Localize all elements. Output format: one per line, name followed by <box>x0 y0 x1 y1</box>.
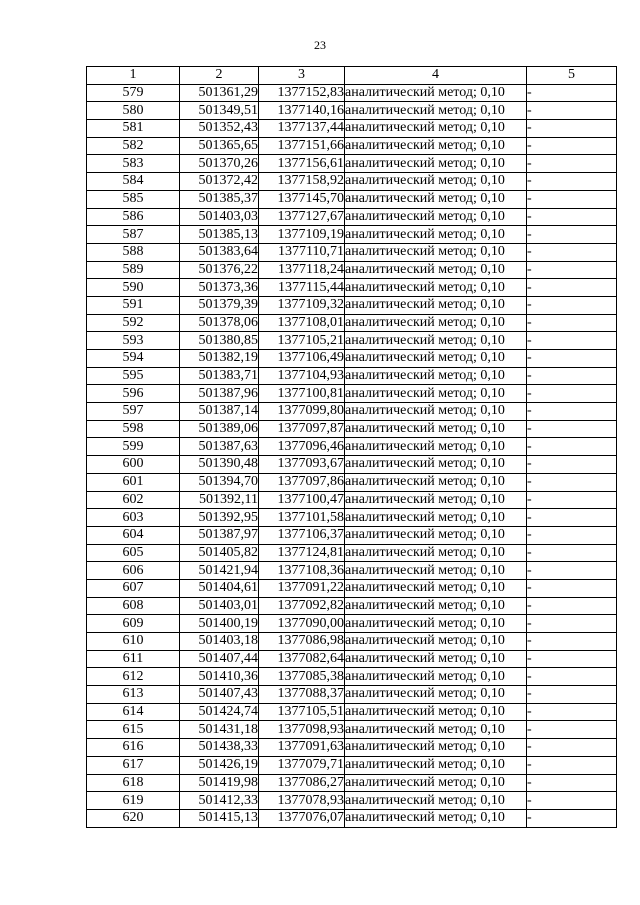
method-accuracy-cell: аналитический метод; 0,10 <box>345 703 527 721</box>
method-accuracy-cell: аналитический метод; 0,10 <box>345 190 527 208</box>
note-cell: - <box>527 296 617 314</box>
table-row <box>87 509 617 527</box>
y-coordinate-cell: 1377156,61 <box>259 155 345 173</box>
point-number-cell: 596 <box>87 385 180 403</box>
table-body <box>87 84 617 827</box>
y-coordinate-cell: 1377137,44 <box>259 120 345 138</box>
x-coordinate-cell: 501376,22 <box>180 261 259 279</box>
x-coordinate-cell: 501387,63 <box>180 438 259 456</box>
point-number-cell: 589 <box>87 261 180 279</box>
point-number-cell: 595 <box>87 367 180 385</box>
x-coordinate-cell: 501424,74 <box>180 703 259 721</box>
note-cell: - <box>527 84 617 102</box>
point-number-cell: 614 <box>87 703 180 721</box>
method-accuracy-cell: аналитический метод; 0,10 <box>345 84 527 102</box>
x-coordinate-cell: 501412,33 <box>180 792 259 810</box>
method-accuracy-cell: аналитический метод; 0,10 <box>345 226 527 244</box>
page-number: 23 <box>314 38 326 52</box>
y-coordinate-cell: 1377090,00 <box>259 615 345 633</box>
table-row <box>87 473 617 491</box>
point-number-cell: 599 <box>87 438 180 456</box>
y-coordinate-cell: 1377158,92 <box>259 173 345 191</box>
x-coordinate-cell: 501382,19 <box>180 350 259 368</box>
table-row <box>87 350 617 368</box>
y-coordinate-cell: 1377092,82 <box>259 597 345 615</box>
y-coordinate-cell: 1377108,01 <box>259 314 345 332</box>
x-coordinate-cell: 501403,18 <box>180 633 259 651</box>
y-coordinate-cell: 1377106,37 <box>259 526 345 544</box>
method-accuracy-cell: аналитический метод; 0,10 <box>345 473 527 491</box>
y-coordinate-cell: 1377118,24 <box>259 261 345 279</box>
note-cell: - <box>527 686 617 704</box>
x-coordinate-cell: 501349,51 <box>180 102 259 120</box>
method-accuracy-cell: аналитический метод; 0,10 <box>345 208 527 226</box>
point-number-cell: 607 <box>87 579 180 597</box>
y-coordinate-cell: 1377127,67 <box>259 208 345 226</box>
x-coordinate-cell: 501392,95 <box>180 509 259 527</box>
point-number-cell: 586 <box>87 208 180 226</box>
x-coordinate-cell: 501403,03 <box>180 208 259 226</box>
x-coordinate-cell: 501387,14 <box>180 403 259 421</box>
point-number-cell: 611 <box>87 650 180 668</box>
table-row <box>87 367 617 385</box>
x-coordinate-cell: 501352,43 <box>180 120 259 138</box>
x-coordinate-cell: 501410,36 <box>180 668 259 686</box>
y-coordinate-cell: 1377106,49 <box>259 350 345 368</box>
method-accuracy-cell: аналитический метод; 0,10 <box>345 314 527 332</box>
note-cell: - <box>527 208 617 226</box>
table-row <box>87 190 617 208</box>
x-coordinate-cell: 501370,26 <box>180 155 259 173</box>
note-cell: - <box>527 615 617 633</box>
method-accuracy-cell: аналитический метод; 0,10 <box>345 544 527 562</box>
y-coordinate-cell: 1377151,66 <box>259 137 345 155</box>
note-cell: - <box>527 102 617 120</box>
y-coordinate-cell: 1377105,51 <box>259 703 345 721</box>
table-row <box>87 491 617 509</box>
y-coordinate-cell: 1377145,70 <box>259 190 345 208</box>
x-coordinate-cell: 501421,94 <box>180 562 259 580</box>
point-number-cell: 584 <box>87 173 180 191</box>
method-accuracy-cell: аналитический метод; 0,10 <box>345 243 527 261</box>
table-row <box>87 243 617 261</box>
method-accuracy-cell: аналитический метод; 0,10 <box>345 403 527 421</box>
note-cell: - <box>527 120 617 138</box>
column-header: 5 <box>527 67 617 85</box>
note-cell: - <box>527 721 617 739</box>
note-cell: - <box>527 137 617 155</box>
note-cell: - <box>527 739 617 757</box>
table-row <box>87 279 617 297</box>
x-coordinate-cell: 501379,39 <box>180 296 259 314</box>
y-coordinate-cell: 1377100,47 <box>259 491 345 509</box>
method-accuracy-cell: аналитический метод; 0,10 <box>345 491 527 509</box>
method-accuracy-cell: аналитический метод; 0,10 <box>345 526 527 544</box>
point-number-cell: 609 <box>87 615 180 633</box>
x-coordinate-cell: 501387,96 <box>180 385 259 403</box>
x-coordinate-cell: 501385,37 <box>180 190 259 208</box>
method-accuracy-cell: аналитический метод; 0,10 <box>345 173 527 191</box>
y-coordinate-cell: 1377098,93 <box>259 721 345 739</box>
x-coordinate-cell: 501387,97 <box>180 526 259 544</box>
note-cell: - <box>527 703 617 721</box>
method-accuracy-cell: аналитический метод; 0,10 <box>345 438 527 456</box>
y-coordinate-cell: 1377086,27 <box>259 774 345 792</box>
x-coordinate-cell: 501380,85 <box>180 332 259 350</box>
table-row <box>87 526 617 544</box>
point-number-cell: 616 <box>87 739 180 757</box>
table-row <box>87 579 617 597</box>
method-accuracy-cell: аналитический метод; 0,10 <box>345 367 527 385</box>
x-coordinate-cell: 501404,61 <box>180 579 259 597</box>
y-coordinate-cell: 1377078,93 <box>259 792 345 810</box>
table-row <box>87 809 617 827</box>
table-row <box>87 650 617 668</box>
y-coordinate-cell: 1377076,07 <box>259 809 345 827</box>
x-coordinate-cell: 501400,19 <box>180 615 259 633</box>
table-header-row <box>87 67 617 85</box>
note-cell: - <box>527 650 617 668</box>
note-cell: - <box>527 243 617 261</box>
x-coordinate-cell: 501403,01 <box>180 597 259 615</box>
table-row <box>87 332 617 350</box>
x-coordinate-cell: 501405,82 <box>180 544 259 562</box>
x-coordinate-cell: 501419,98 <box>180 774 259 792</box>
table-row <box>87 633 617 651</box>
x-coordinate-cell: 501390,48 <box>180 456 259 474</box>
x-coordinate-cell: 501378,06 <box>180 314 259 332</box>
note-cell: - <box>527 544 617 562</box>
note-cell: - <box>527 173 617 191</box>
point-number-cell: 588 <box>87 243 180 261</box>
note-cell: - <box>527 332 617 350</box>
y-coordinate-cell: 1377079,71 <box>259 756 345 774</box>
y-coordinate-cell: 1377108,36 <box>259 562 345 580</box>
point-number-cell: 600 <box>87 456 180 474</box>
y-coordinate-cell: 1377152,83 <box>259 84 345 102</box>
y-coordinate-cell: 1377104,93 <box>259 367 345 385</box>
point-number-cell: 593 <box>87 332 180 350</box>
note-cell: - <box>527 526 617 544</box>
point-number-cell: 608 <box>87 597 180 615</box>
note-cell: - <box>527 261 617 279</box>
table-row <box>87 703 617 721</box>
note-cell: - <box>527 314 617 332</box>
table-row <box>87 420 617 438</box>
y-coordinate-cell: 1377097,87 <box>259 420 345 438</box>
point-number-cell: 590 <box>87 279 180 297</box>
table-row <box>87 208 617 226</box>
y-coordinate-cell: 1377109,19 <box>259 226 345 244</box>
method-accuracy-cell: аналитический метод; 0,10 <box>345 615 527 633</box>
table-row <box>87 438 617 456</box>
note-cell: - <box>527 226 617 244</box>
method-accuracy-cell: аналитический метод; 0,10 <box>345 774 527 792</box>
table-row <box>87 792 617 810</box>
coordinates-table <box>86 66 617 828</box>
y-coordinate-cell: 1377096,46 <box>259 438 345 456</box>
x-coordinate-cell: 501407,44 <box>180 650 259 668</box>
table-row <box>87 774 617 792</box>
column-header: 3 <box>259 67 345 85</box>
method-accuracy-cell: аналитический метод; 0,10 <box>345 509 527 527</box>
point-number-cell: 620 <box>87 809 180 827</box>
point-number-cell: 605 <box>87 544 180 562</box>
method-accuracy-cell: аналитический метод; 0,10 <box>345 350 527 368</box>
point-number-cell: 579 <box>87 84 180 102</box>
table-row <box>87 296 617 314</box>
x-coordinate-cell: 501389,06 <box>180 420 259 438</box>
method-accuracy-cell: аналитический метод; 0,10 <box>345 809 527 827</box>
method-accuracy-cell: аналитический метод; 0,10 <box>345 562 527 580</box>
method-accuracy-cell: аналитический метод; 0,10 <box>345 120 527 138</box>
method-accuracy-cell: аналитический метод; 0,10 <box>345 650 527 668</box>
y-coordinate-cell: 1377115,44 <box>259 279 345 297</box>
x-coordinate-cell: 501383,71 <box>180 367 259 385</box>
y-coordinate-cell: 1377099,80 <box>259 403 345 421</box>
y-coordinate-cell: 1377088,37 <box>259 686 345 704</box>
point-number-cell: 580 <box>87 102 180 120</box>
y-coordinate-cell: 1377091,63 <box>259 739 345 757</box>
table-row <box>87 456 617 474</box>
method-accuracy-cell: аналитический метод; 0,10 <box>345 579 527 597</box>
table-row <box>87 597 617 615</box>
y-coordinate-cell: 1377100,81 <box>259 385 345 403</box>
point-number-cell: 613 <box>87 686 180 704</box>
method-accuracy-cell: аналитический метод; 0,10 <box>345 686 527 704</box>
method-accuracy-cell: аналитический метод; 0,10 <box>345 279 527 297</box>
point-number-cell: 597 <box>87 403 180 421</box>
point-number-cell: 610 <box>87 633 180 651</box>
column-header: 4 <box>345 67 527 85</box>
point-number-cell: 585 <box>87 190 180 208</box>
note-cell: - <box>527 438 617 456</box>
table-row <box>87 102 617 120</box>
y-coordinate-cell: 1377110,71 <box>259 243 345 261</box>
note-cell: - <box>527 279 617 297</box>
point-number-cell: 587 <box>87 226 180 244</box>
table-row <box>87 668 617 686</box>
method-accuracy-cell: аналитический метод; 0,10 <box>345 332 527 350</box>
x-coordinate-cell: 501383,64 <box>180 243 259 261</box>
note-cell: - <box>527 456 617 474</box>
point-number-cell: 601 <box>87 473 180 491</box>
point-number-cell: 591 <box>87 296 180 314</box>
point-number-cell: 598 <box>87 420 180 438</box>
method-accuracy-cell: аналитический метод; 0,10 <box>345 456 527 474</box>
method-accuracy-cell: аналитический метод; 0,10 <box>345 597 527 615</box>
column-header: 1 <box>87 67 180 85</box>
table-row <box>87 120 617 138</box>
x-coordinate-cell: 501385,13 <box>180 226 259 244</box>
table-row <box>87 544 617 562</box>
x-coordinate-cell: 501365,65 <box>180 137 259 155</box>
table-row <box>87 385 617 403</box>
table-row <box>87 756 617 774</box>
method-accuracy-cell: аналитический метод; 0,10 <box>345 633 527 651</box>
point-number-cell: 592 <box>87 314 180 332</box>
y-coordinate-cell: 1377140,16 <box>259 102 345 120</box>
method-accuracy-cell: аналитический метод; 0,10 <box>345 756 527 774</box>
note-cell: - <box>527 367 617 385</box>
y-coordinate-cell: 1377093,67 <box>259 456 345 474</box>
table-row <box>87 721 617 739</box>
point-number-cell: 606 <box>87 562 180 580</box>
point-number-cell: 619 <box>87 792 180 810</box>
method-accuracy-cell: аналитический метод; 0,10 <box>345 385 527 403</box>
x-coordinate-cell: 501361,29 <box>180 84 259 102</box>
method-accuracy-cell: аналитический метод; 0,10 <box>345 792 527 810</box>
point-number-cell: 602 <box>87 491 180 509</box>
table-row <box>87 615 617 633</box>
note-cell: - <box>527 509 617 527</box>
table-row <box>87 173 617 191</box>
note-cell: - <box>527 155 617 173</box>
y-coordinate-cell: 1377109,32 <box>259 296 345 314</box>
method-accuracy-cell: аналитический метод; 0,10 <box>345 137 527 155</box>
point-number-cell: 581 <box>87 120 180 138</box>
note-cell: - <box>527 756 617 774</box>
table-row <box>87 403 617 421</box>
note-cell: - <box>527 562 617 580</box>
point-number-cell: 615 <box>87 721 180 739</box>
point-number-cell: 617 <box>87 756 180 774</box>
x-coordinate-cell: 501407,43 <box>180 686 259 704</box>
method-accuracy-cell: аналитический метод; 0,10 <box>345 420 527 438</box>
y-coordinate-cell: 1377124,81 <box>259 544 345 562</box>
table-row <box>87 562 617 580</box>
table-row <box>87 261 617 279</box>
y-coordinate-cell: 1377101,58 <box>259 509 345 527</box>
note-cell: - <box>527 350 617 368</box>
x-coordinate-cell: 501392,11 <box>180 491 259 509</box>
table-row <box>87 84 617 102</box>
point-number-cell: 618 <box>87 774 180 792</box>
method-accuracy-cell: аналитический метод; 0,10 <box>345 721 527 739</box>
note-cell: - <box>527 473 617 491</box>
y-coordinate-cell: 1377091,22 <box>259 579 345 597</box>
method-accuracy-cell: аналитический метод; 0,10 <box>345 296 527 314</box>
x-coordinate-cell: 501372,42 <box>180 173 259 191</box>
column-header: 2 <box>180 67 259 85</box>
note-cell: - <box>527 597 617 615</box>
method-accuracy-cell: аналитический метод; 0,10 <box>345 155 527 173</box>
table-row <box>87 314 617 332</box>
y-coordinate-cell: 1377082,64 <box>259 650 345 668</box>
note-cell: - <box>527 491 617 509</box>
x-coordinate-cell: 501394,70 <box>180 473 259 491</box>
note-cell: - <box>527 774 617 792</box>
method-accuracy-cell: аналитический метод; 0,10 <box>345 102 527 120</box>
point-number-cell: 583 <box>87 155 180 173</box>
x-coordinate-cell: 501426,19 <box>180 756 259 774</box>
method-accuracy-cell: аналитический метод; 0,10 <box>345 668 527 686</box>
table-row <box>87 155 617 173</box>
note-cell: - <box>527 809 617 827</box>
x-coordinate-cell: 501431,18 <box>180 721 259 739</box>
note-cell: - <box>527 633 617 651</box>
note-cell: - <box>527 420 617 438</box>
table-row <box>87 739 617 757</box>
x-coordinate-cell: 501438,33 <box>180 739 259 757</box>
y-coordinate-cell: 1377085,38 <box>259 668 345 686</box>
y-coordinate-cell: 1377105,21 <box>259 332 345 350</box>
x-coordinate-cell: 501373,36 <box>180 279 259 297</box>
note-cell: - <box>527 792 617 810</box>
y-coordinate-cell: 1377097,86 <box>259 473 345 491</box>
point-number-cell: 594 <box>87 350 180 368</box>
note-cell: - <box>527 403 617 421</box>
note-cell: - <box>527 579 617 597</box>
table-row <box>87 686 617 704</box>
note-cell: - <box>527 190 617 208</box>
x-coordinate-cell: 501415,13 <box>180 809 259 827</box>
point-number-cell: 582 <box>87 137 180 155</box>
point-number-cell: 612 <box>87 668 180 686</box>
note-cell: - <box>527 668 617 686</box>
point-number-cell: 604 <box>87 526 180 544</box>
table-row <box>87 226 617 244</box>
method-accuracy-cell: аналитический метод; 0,10 <box>345 739 527 757</box>
note-cell: - <box>527 385 617 403</box>
point-number-cell: 603 <box>87 509 180 527</box>
y-coordinate-cell: 1377086,98 <box>259 633 345 651</box>
method-accuracy-cell: аналитический метод; 0,10 <box>345 261 527 279</box>
table-row <box>87 137 617 155</box>
